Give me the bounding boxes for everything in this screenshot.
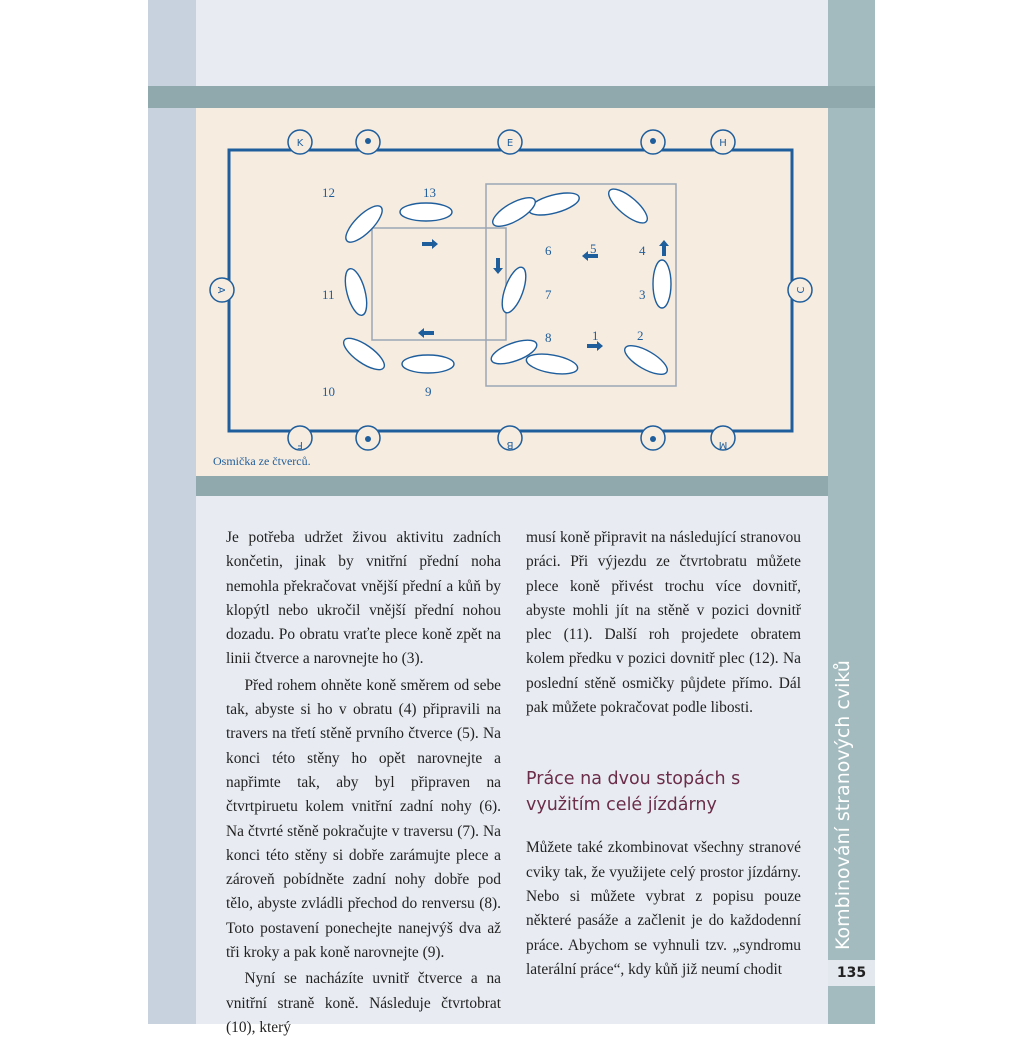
paragraph: Nyní se nacházíte uvnitř čtverce a na vnitřní straně koně. Následuje čtvrtobrat (10), který bbox=[226, 970, 501, 1036]
text-column-left bbox=[226, 526, 501, 1040]
arrow-down bbox=[493, 258, 503, 274]
figure-bottom-bar bbox=[196, 476, 828, 496]
figure-top-bar bbox=[148, 86, 875, 108]
arrow-left bbox=[418, 328, 434, 338]
horse-3 bbox=[653, 260, 671, 308]
left-margin-band bbox=[148, 0, 196, 1024]
marker-dot bbox=[650, 138, 656, 144]
horse-7 bbox=[497, 264, 530, 315]
page-number: 135 bbox=[828, 960, 875, 986]
marker-m: M bbox=[718, 439, 728, 450]
pos-3: 3 bbox=[639, 287, 646, 302]
marker-f: F bbox=[297, 439, 303, 450]
paragraph: Před rohem ohněte koně směrem od sebe tak, abyste si ho v obratu (4) připravili na travers na třetí stěně prvního čtverce (5). Na konci této stěny ho opět narovnejte a napřimte tak, aby byl připraven na čtvrtpiruetu kolem vnitřní zadní nohy (6). Na čtvrté stěně pokračujte v traversu (7). Na konci této stěny si dobře zarámujte plece a zároveň pobídněte zadní nohy dobře pod tělo, abyste zvládli přechod do renversu (8). Toto postavení ponechejte nanejvýš dva až tři kroky a pak koně narovnejte (9). bbox=[226, 676, 501, 962]
direction-arrows bbox=[418, 239, 669, 351]
horse-12 bbox=[341, 201, 388, 248]
arrow-right bbox=[422, 239, 438, 249]
pos-9: 9 bbox=[425, 384, 432, 399]
pos-13: 13 bbox=[423, 185, 436, 200]
horse-11 bbox=[341, 266, 371, 317]
paragraph: Můžete také zkombinovat všechny stranové cviky tak, že využijete celý prostor jízdárny. Nebo si můžete vybrat z popisu pouze některé pasáže a začlenit je do každodenní práce. Abychom se vyhnuli tzv. „syndromu laterální práce“, kdy kůň již neumí chodit bbox=[526, 839, 801, 978]
pos-8: 8 bbox=[545, 330, 552, 345]
marker-dot bbox=[650, 436, 656, 442]
marker-k: K bbox=[296, 138, 304, 149]
pos-2: 2 bbox=[637, 328, 644, 343]
marker-e: E bbox=[506, 138, 514, 149]
pos-5: 5 bbox=[590, 241, 597, 256]
horse-9 bbox=[402, 355, 454, 373]
marker-dot bbox=[365, 138, 371, 144]
horse-13 bbox=[400, 203, 452, 221]
horse-10 bbox=[339, 333, 389, 375]
pos-4: 4 bbox=[639, 243, 646, 258]
text-column-right bbox=[526, 526, 801, 982]
horse-4 bbox=[604, 184, 652, 229]
pos-10: 10 bbox=[322, 384, 335, 399]
horse-figures bbox=[339, 184, 671, 380]
horse-2 bbox=[621, 340, 672, 380]
paragraph: musí koně připravit na následující stranovou práci. Při výjezdu ze čtvrtobratu můžete plece koně přivést trochu více dovnitř, abyste mohli jít na stěně v pozici dovnitř plec (11). Další roh projedete obratem kolem předku v pozici dovnitř plec (12). Na poslední stěně osmičky půjdete přímo. Dál pak můžete pokračovat podle libosti. bbox=[526, 529, 801, 717]
marker-b: B bbox=[506, 439, 514, 450]
pos-1: 1 bbox=[592, 328, 599, 343]
arrow-up bbox=[659, 240, 669, 256]
pos-12: 12 bbox=[322, 185, 335, 200]
marker-a: A bbox=[215, 286, 226, 294]
horse-1 bbox=[525, 351, 579, 378]
figure-caption: Osmička ze čtverců. bbox=[213, 454, 311, 468]
marker-dot bbox=[365, 436, 371, 442]
chapter-side-title: Kombinování stranových cviků bbox=[832, 660, 854, 950]
paragraph: Je potřeba udržet živou aktivitu zadních končetin, jinak by vnitřní přední noha nemohla překračovat vnější přední a kůň by klopýtl nebo ukročil vnější přední nohou dozadu. Po obratu vraťte plece koně zpět na linii čtverce a narovnejte ho (3). bbox=[226, 529, 501, 668]
arena-svg bbox=[196, 108, 828, 476]
pos-11: 11 bbox=[322, 287, 335, 302]
marker-c: C bbox=[796, 286, 807, 294]
section-heading: Práce na dvou stopách s využitím celé jízdárny bbox=[526, 769, 741, 816]
arena-diagram bbox=[196, 108, 828, 476]
pos-6: 6 bbox=[545, 243, 552, 258]
marker-h: H bbox=[719, 138, 727, 149]
pos-7: 7 bbox=[545, 287, 552, 302]
